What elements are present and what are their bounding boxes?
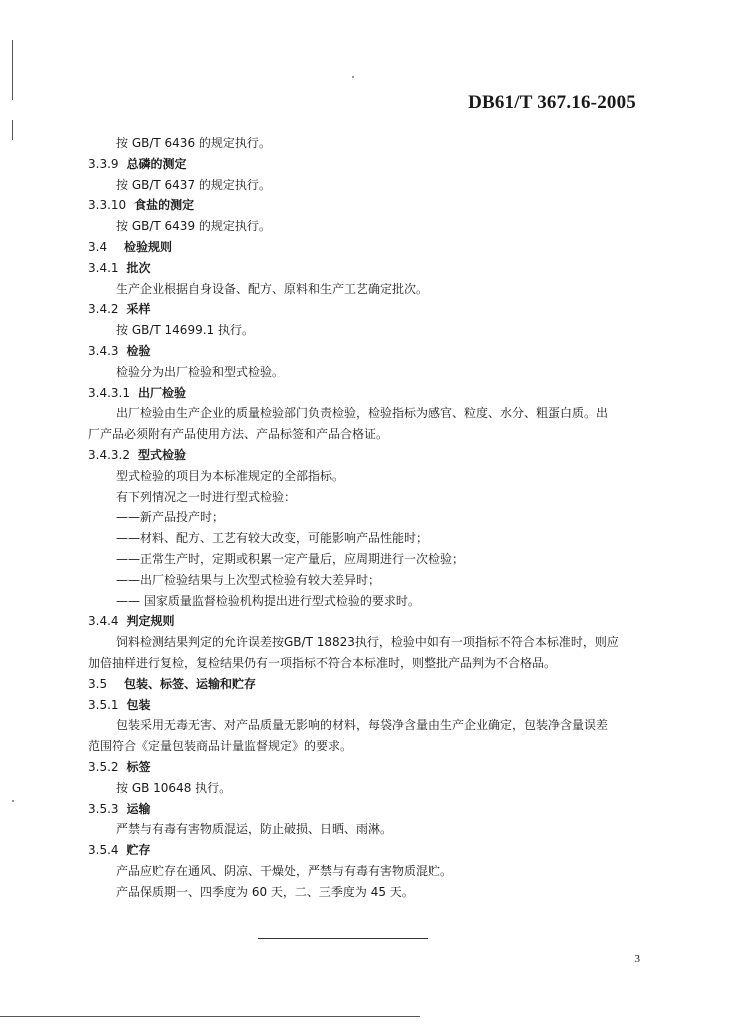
scan-edge-mark [12, 40, 13, 100]
section-number: 3.5.1 [88, 698, 119, 712]
body-text-line: 检验分为出厂检验和型式检验。 [116, 365, 285, 379]
body-text-line: 生产企业根据自身设备、配方、原料和生产工艺确定批次。 [116, 282, 429, 296]
section-title: 标签 [126, 760, 151, 774]
body-text-line: 按 GB 10648 执行。 [116, 781, 232, 795]
scan-speck [12, 800, 14, 802]
section-title: 采样 [126, 302, 151, 316]
section-heading [88, 759, 151, 775]
page-number: 3 [634, 953, 640, 965]
document-code: DB61/T 367.16-2005 [468, 92, 636, 113]
body-text-line: 出厂检验由生产企业的质量检验部门负责检验，检验指标为感官、粒度、水分、粗蛋白质。出 [116, 406, 609, 420]
section-heading [88, 613, 175, 629]
section-title: 检验规则 [124, 240, 173, 254]
section-number: 3.4 [88, 240, 108, 254]
body-text-line: 包装采用无毒无害、对产品质量无影响的材料，每袋净含量由生产企业确定，包装净含量误差 [116, 718, 609, 732]
body-text-line: 按 GB/T 14699.1 执行。 [116, 323, 254, 337]
section-heading [88, 676, 256, 692]
section-heading [88, 197, 194, 213]
body-text-line: 产品保质期一、四季度为 60 天，二、三季度为 45 天。 [116, 885, 414, 899]
scan-edge-mark [12, 120, 13, 140]
body-text-line: 产品应贮存在通风、阴凉、干燥处，严禁与有毒有害物质混贮。 [116, 864, 453, 878]
body-text-line: 范围符合《定量包装商品计量监督规定》的要求。 [88, 739, 353, 753]
body-text-line: 有下列情况之一时进行型式检验： [116, 490, 297, 504]
body-text-line: ——材料、配方、工艺有较大改变，可能影响产品性能时； [116, 531, 429, 545]
end-rule [258, 938, 428, 939]
section-number: 3.4.3.2 [88, 448, 130, 462]
scan-bottom-line [0, 1016, 420, 1017]
body-text-line: 饲料检测结果判定的允许误差按GB/T 18823执行，检验中如有一项指标不符合本标准时，则应 [116, 635, 619, 649]
body-text-line: 按 GB/T 6437 的规定执行。 [116, 178, 271, 192]
section-number: 3.5.2 [88, 760, 119, 774]
body-text-line: ——正常生产时，定期或积累一定产量后，应周期进行一次检验； [116, 552, 465, 566]
section-number: 3.5.4 [88, 843, 119, 857]
section-number: 3.4.2 [88, 302, 119, 316]
body-text-line: ——出厂检验结果与上次型式检验有较大差异时； [116, 573, 381, 587]
section-heading [88, 343, 151, 359]
section-number: 3.4.3 [88, 344, 119, 358]
section-title: 运输 [126, 802, 151, 816]
body-text-line: 严禁与有毒有害物质混运，防止破损、日晒、雨淋。 [116, 822, 393, 836]
section-title: 包装、标签、运输和贮存 [124, 677, 257, 691]
body-text-line: 按 GB/T 6439 的规定执行。 [116, 219, 271, 233]
section-heading [88, 301, 151, 317]
section-title: 型式检验 [137, 448, 186, 462]
section-number: 3.5 [88, 677, 108, 691]
section-number: 3.4.4 [88, 614, 119, 628]
scan-speck [352, 76, 354, 78]
section-title: 包装 [126, 698, 151, 712]
section-title: 检验 [126, 344, 151, 358]
section-number: 3.4.3.1 [88, 386, 130, 400]
section-title: 批次 [126, 261, 151, 275]
section-title: 判定规则 [126, 614, 175, 628]
section-title: 出厂检验 [137, 386, 186, 400]
section-heading [88, 260, 151, 276]
section-title: 总磷的测定 [126, 157, 187, 171]
section-heading [88, 842, 151, 858]
section-heading [88, 801, 151, 817]
body-text-line: 加倍抽样进行复检，复检结果仍有一项指标不符合本标准时，则整批产品判为不合格品。 [88, 656, 557, 670]
body-text-line: —— 国家质量监督检验机构提出进行型式检验的要求时。 [116, 594, 420, 608]
body-text-line: 按 GB/T 6436 的规定执行。 [116, 136, 271, 150]
section-number: 3.5.3 [88, 802, 119, 816]
section-number: 3.3.9 [88, 157, 119, 171]
section-heading [88, 697, 151, 713]
section-number: 3.3.10 [88, 198, 127, 212]
section-heading [88, 447, 186, 463]
body-text-line: 厂产品必须附有产品使用方法、产品标签和产品合格证。 [88, 427, 389, 441]
section-number: 3.4.1 [88, 261, 119, 275]
body-text-line: 型式检验的项目为本标准规定的全部指标。 [116, 469, 345, 483]
section-heading [88, 239, 172, 255]
section-title: 贮存 [126, 843, 151, 857]
section-heading [88, 385, 186, 401]
section-title: 食盐的测定 [134, 198, 195, 212]
body-text-line: ——新产品投产时； [116, 510, 225, 524]
section-heading [88, 156, 187, 172]
